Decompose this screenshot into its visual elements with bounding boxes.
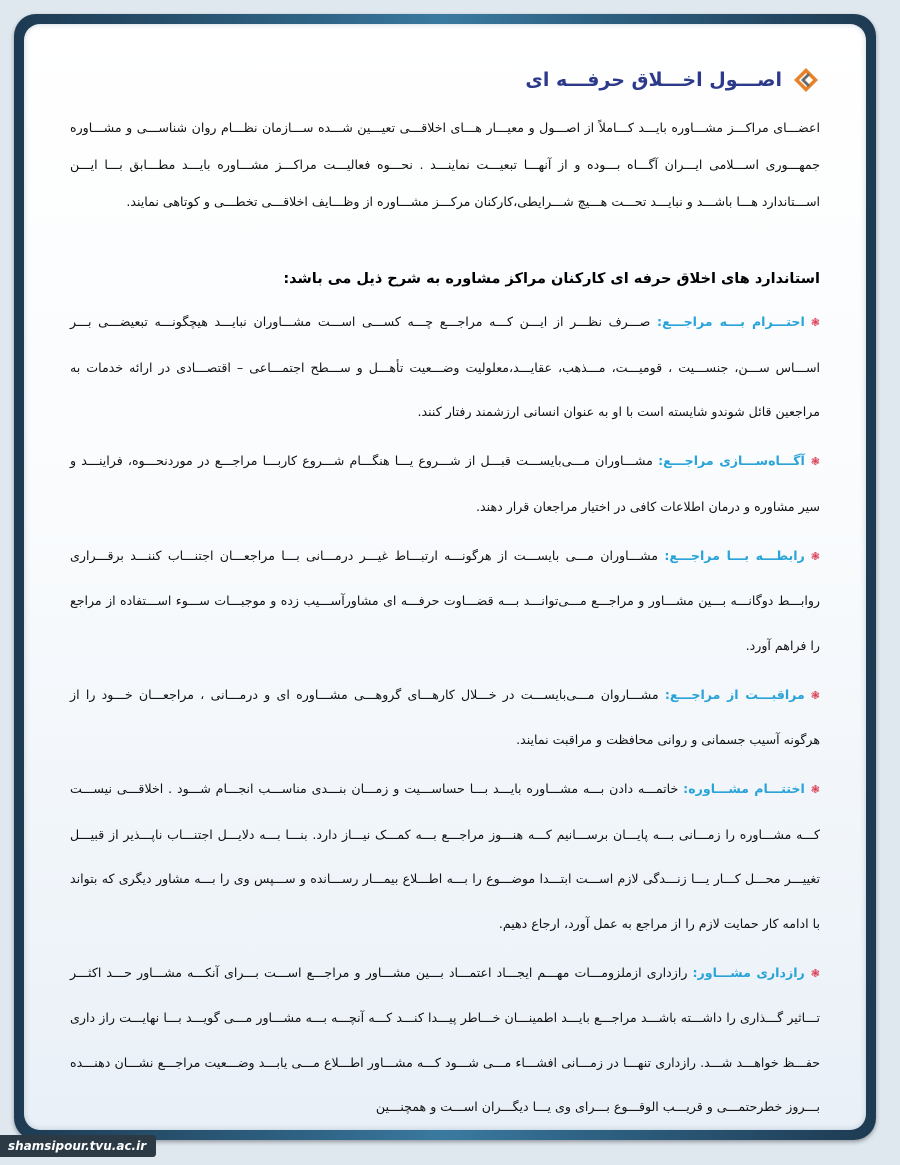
item-label: احتـــرام بـــه مراجـــع:: [657, 314, 805, 329]
flower-bullet-icon: ❃: [810, 688, 820, 702]
list-item: [70, 951, 820, 1130]
intro-text: اعضـــای مراکـــز مشـــاوره بایـــد کـــاملاً از اصـــول و معیـــار هـــای اخلاقـــی تعیـــین شـــده ســـازمان نظـــام روان شناســـی و مشـــاوره جمهـــوری اســـلامی ایـــران آگـــاه بـــوده و از آنهـــا تبعیـــت نماینـــد . نحـــوه فعالیـــت مراکـــز مشـــاوره بایـــد مطـــابق بـــا ایـــن اســـتاندارد هـــا باشـــد و نبایـــد تحـــت هـــیچ شـــرایطی،کارکنان مرکـــز مشـــاوره از وظـــایف اخلاقـــی تخطـــی و کوتاهی نمایند.: [70, 120, 820, 209]
item-text: صـــرف نظـــر از ایـــن کـــه مراجـــع چـــه کســـی اســـت مشـــاوران نبایـــد هیچگونـــه تبعیضـــی بـــر اســـاس ســـن، جنســـیت ، قومیـــت، مـــذهب، عقایـــد،معلولیت وضـــعیت تأهـــل و ســـطح اجتمـــاعی – اقتصـــادی در ارائه خدمات به مراجعین قائل شوندو شایسته است با او به عنوان انسانی ارزشمند رفتار کنند.: [70, 314, 820, 419]
diamond-arrow-icon: [792, 66, 820, 94]
title-row: [525, 64, 820, 96]
item-text: رازداری ازملزومـــات مهـــم ایجـــاد اعتمـــاد بـــین مشـــاور و مراجـــع اســـت بـــرای آنکـــه مشـــاور حـــد اکثـــر تـــاثیر گـــذاری را داشـــته باشـــد مراجـــع بایـــد اطمینـــان خـــاطر پیـــدا کنـــد کـــه آنچـــه بـــه مشـــاور مـــی گویـــد بـــا نهایـــت راز داری حفـــظ خواهـــد شـــد. رازداری تنهـــا در زمـــانی افشـــاء مـــی شـــود کـــه مشـــاور اطـــلاع مـــی یابـــد وضـــعیت مراجـــع نشـــان دهنـــده بـــروز خطرحتمـــی و قریـــب الوقـــوع بـــرای وی یـــا دیگـــران اســـت و همچنـــین: [70, 964, 820, 1114]
list-item: [70, 439, 820, 529]
item-text: مشـــاوران مـــی‌بایســـت قبـــل از شـــروع یـــا هنگـــام شـــروع کاربـــا مراجـــع در موردنحـــوه، فراینـــد و سیر مشاوره و درمان اطلاعات کافی در اختیار مراجعان قرار دهند.: [70, 453, 820, 514]
list-item: [70, 534, 820, 669]
intro-paragraph: [70, 109, 820, 220]
list-item: [70, 300, 820, 435]
page-title: اصـــول اخـــلاق حرفـــه ای: [525, 69, 782, 91]
item-label: اختتـــام مشـــاوره:: [683, 781, 805, 796]
item-text: مشـــاروان مـــی‌بایســـت در خـــلال کارهـــای گروهـــی مشـــاوره ای و درمـــانی ، مراجعـــان خـــود را از هرگونه آسیب جسمانی و روانی محافظت و مراقبت نمایند.: [70, 686, 820, 747]
page-frame: [14, 14, 876, 1140]
flower-bullet-icon: ❃: [810, 316, 820, 329]
flower-bullet-icon: ❃: [810, 966, 820, 980]
source-url-tag: shamsipour.tvu.ac.ir: [0, 1135, 156, 1157]
standards-heading: استاندارد های اخلاق حرفه ای کارکنان مراکز مشاوره به شرح ذیل می باشد:: [283, 271, 820, 287]
flower-bullet-icon: ❃: [810, 783, 820, 796]
flower-bullet-icon: ❃: [810, 549, 820, 563]
list-item: [70, 673, 820, 763]
item-label: رابطـــه بـــا مراجـــع:: [664, 547, 805, 563]
item-text: خاتمـــه دادن بـــه مشـــاوره بایـــد بـــا حساســـیت و زمـــان بنـــدی مناســـب انجـــام شـــود . اخلاقـــی نیســـت کـــه مشـــاوره را زمـــانی بـــه پایـــان برســـانیم کـــه هنـــوز مراجـــع بـــه کمـــک نیـــاز دارد. بنـــا بـــه دلایـــل اجتنـــاب ناپـــذیر از قبیـــل تغییـــر محـــل کـــار یـــا زنـــدگی لازم اســـت ابتـــدا موضـــوع را بـــه اطـــلاع بیمـــار رســـانده و ســـپس وی را بـــه مشاور دیگری که بتواند با ادامه کار حمایت لازم را از مراجع به عمل آورد، ارجاع دهیم.: [70, 781, 820, 931]
item-text: مشـــاوران مـــی بایســـت از هرگونـــه ارتبـــاط غیـــر درمـــانی بـــا مراجعـــان اجتنـــاب کننـــد برقـــراری روابـــط دوگانـــه بـــین مشـــاور و مراجـــع مـــی‌توانـــد بـــه قضـــاوت حرفـــه ای مشاورآســـیب زده و موجبـــات ســـوء اســـتفاده از مراجع را فراهم آورد.: [70, 547, 820, 653]
item-label: آگـــاه‌ســـازی مراجـــع:: [658, 453, 805, 468]
item-label: مراقبـــت از مراجـــع:: [664, 686, 805, 702]
page-content: [70, 24, 820, 1130]
item-label: رازداری مشـــاور:: [692, 964, 805, 980]
flower-bullet-icon: ❃: [810, 455, 821, 468]
standards-list: [70, 300, 820, 1134]
list-item: [70, 767, 820, 946]
page-panel: [24, 24, 866, 1130]
